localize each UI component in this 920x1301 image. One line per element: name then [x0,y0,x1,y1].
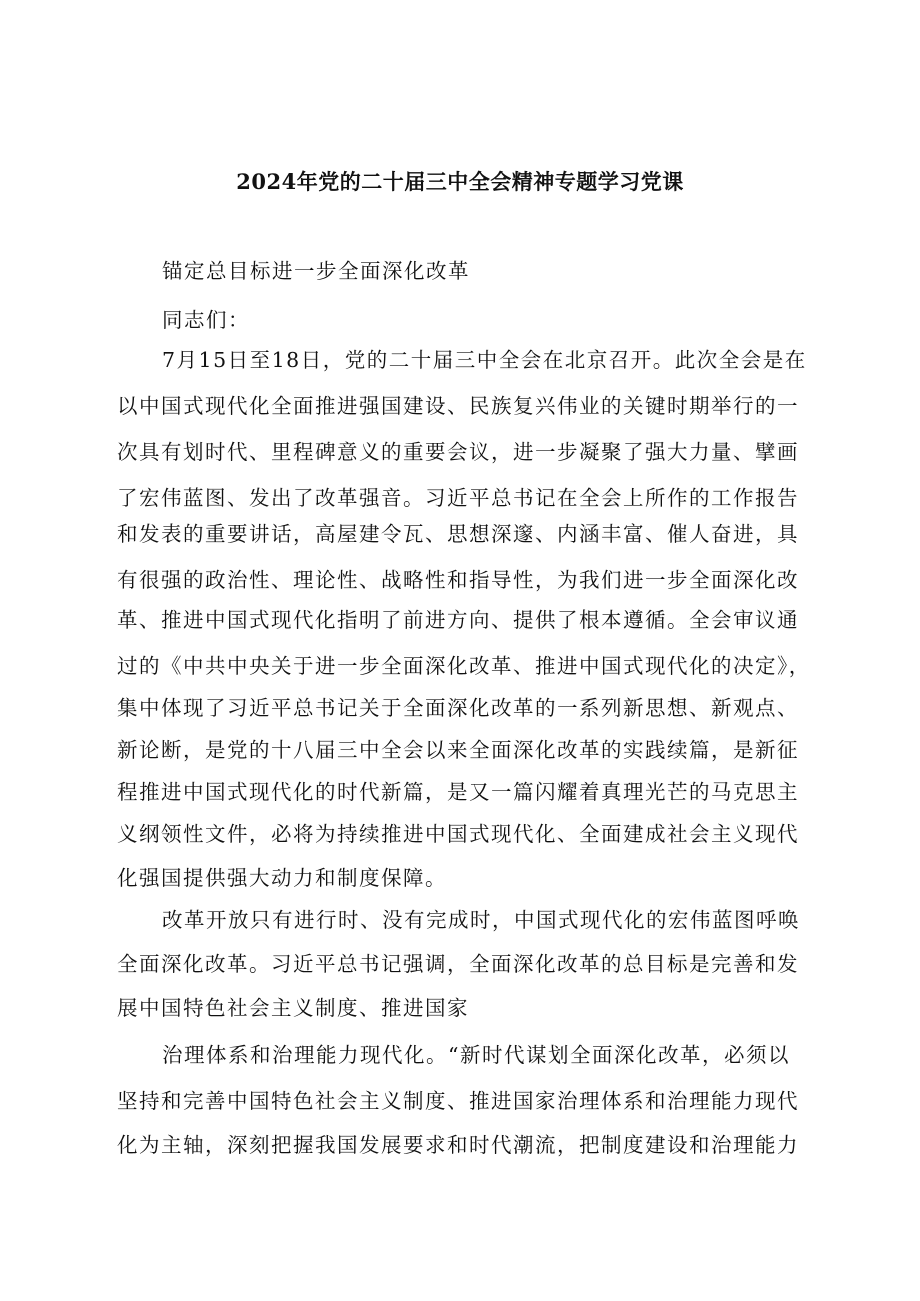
paragraph-line: 坚持和完善中国特色社会主义制度、推进国家治理体系和治理能力现代 [117,1089,799,1113]
paragraph-line: 化强国提供强大动力和制度保障。 [117,866,447,890]
paragraph-line: 和发表的重要讲话，高屋建令瓦、思想深邃、内涵丰富、催人奋进，具 [117,522,799,546]
paragraph-line: 7月15日至18日，党的二十届三中全会在北京召开。此次全会是在 [162,348,807,372]
paragraph-line: 锚定总目标进一步全面深化改革 [162,259,470,283]
paragraph-line: 化为主轴，深刻把握我国发展要求和时代潮流，把制度建设和治理能力 [117,1133,799,1157]
paragraph-line: 新论断，是党的十八届三中全会以来全面深化改革的实践续篇，是新征 [117,738,799,762]
paragraph-line: 改革开放只有进行时、没有完成时，中国式现代化的宏伟蓝图呼唤 [162,908,800,932]
paragraph-line: 有很强的政治性、理论性、战略性和指导性，为我们进一步全面深化改 [117,568,799,592]
paragraph-line: 集中体现了习近平总书记关于全面深化改革的一系列新思想、新观点、 [117,696,799,720]
paragraph-line: 展中国特色社会主义制度、推进国家 [117,996,469,1020]
paragraph-line: 革、推进中国式现代化指明了前进方向、提供了根本遵循。全会审议通 [117,608,799,632]
paragraph-line: 义纲领性文件，必将为持续推进中国式现代化、全面建成社会主义现代 [117,822,799,846]
paragraph-line: 以中国式现代化全面推进强国建设、民族复兴伟业的关键时期举行的一 [117,394,799,418]
paragraph-line: 全面深化改革。习近平总书记强调，全面深化改革的总目标是完善和发 [117,952,799,976]
paragraph-line: 程推进中国式现代化的时代新篇，是又一篇闪耀着真理光芒的马克思主 [117,780,799,804]
paragraph-line: 治理体系和治理能力现代化。“新时代谋划全面深化改革，必须以 [162,1043,790,1067]
paragraph-line: 了宏伟蓝图、发出了改革强音。习近平总书记在全会上所作的工作报告 [117,486,799,510]
paragraph-line: 次具有划时代、里程碑意义的重要会议，进一步凝聚了强大力量、擘画 [117,440,799,464]
paragraph-line: 过的《中共中央关于进一步全面深化改革、推进中国式现代化的决定》， [117,654,811,678]
paragraph-line: 同志们： [162,308,250,332]
document-title: 2024年党的二十届三中全会精神专题学习党课 [236,169,684,194]
